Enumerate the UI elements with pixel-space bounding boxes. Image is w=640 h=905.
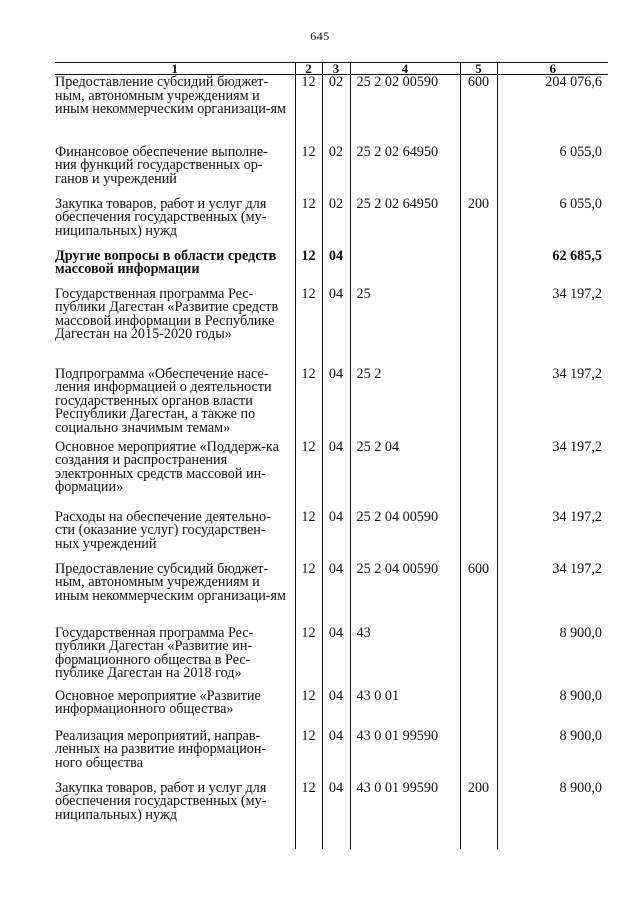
table-row: [55, 249, 608, 287]
target-code: 43 0 01 99590: [350, 729, 460, 781]
table-row: [55, 781, 608, 831]
section-code: 12: [295, 689, 322, 729]
target-code: 25 2 04 00590: [350, 510, 460, 562]
item-name: Расходы на обеспечение деятельно-сти (оказание услуг) государствен-ных учреждений: [55, 508, 271, 552]
expense-type: 200: [460, 781, 497, 831]
item-name: Государственная программа Рес-публики Дагестан «Развитие средств массовой информации в Республике Дагестан на 2015-2020 годы»: [55, 285, 279, 343]
expense-type: 200: [460, 197, 497, 249]
item-name: Подпрограмма «Обеспечение насе-ления информацией о деятельности государственных органов власти Республики Дагестан, а также по социально значимым темам»: [55, 365, 272, 436]
section-code: 12: [295, 287, 322, 367]
subsection-code: 04: [322, 440, 350, 510]
amount: 8 900,0: [497, 729, 608, 781]
item-name: Основное мероприятие «Поддерж-ка создания и распространения электронных средств массовой ин-формации»: [55, 438, 279, 496]
table-row: [55, 626, 608, 689]
amount: 8 900,0: [497, 626, 608, 689]
expense-type: [460, 626, 497, 689]
subsection-code: 02: [322, 75, 350, 145]
section-code: 12: [295, 197, 322, 249]
item-name: Реализация мероприятий, направ-ленных на развитие информацион-ного общества: [55, 727, 267, 771]
subsection-code: 04: [322, 626, 350, 689]
expense-type: [460, 367, 497, 440]
section-code: 12: [295, 729, 322, 781]
amount: 34 197,2: [497, 562, 608, 626]
section-code: 12: [295, 145, 322, 197]
target-code: 25 2 02 64950: [350, 197, 460, 249]
table-row: [55, 75, 608, 145]
subsection-code: 02: [322, 197, 350, 249]
item-name: Государственная программа Рес-публики Дагестан «Развитие ин-формационного общества в Рес-публике Дагестан на 2018 год»: [55, 624, 254, 682]
section-code: 12: [295, 75, 322, 145]
amount: 6 055,0: [497, 145, 608, 197]
target-code: 43: [350, 626, 460, 689]
target-code: [350, 249, 460, 287]
section-code: 12: [295, 367, 322, 440]
item-name: Закупка товаров, работ и услуг для обеспечения государственных (му-ниципальных) нужд: [55, 779, 267, 823]
item-name: Закупка товаров, работ и услуг для обеспечения государственных (му-ниципальных) нужд: [55, 195, 267, 239]
header-col-3: 3: [322, 63, 350, 75]
target-code: 25 2: [350, 367, 460, 440]
item-name: Другие вопросы в области средств массовой информации: [55, 247, 277, 278]
header-col-4: 4: [350, 63, 460, 75]
expense-type: [460, 440, 497, 510]
table-row: [55, 287, 608, 367]
expense-type: [460, 249, 497, 287]
section-code: 12: [295, 781, 322, 831]
expense-type: [460, 287, 497, 367]
table-row: [55, 145, 608, 197]
section-code: 12: [295, 440, 322, 510]
header-col-6: 6: [497, 63, 608, 75]
item-name: Предоставление субсидий бюджет-ным, автономным учреждениям и иным некоммерческим организаци-ям: [55, 74, 287, 118]
expense-type: 600: [460, 75, 497, 145]
subsection-code: 04: [322, 287, 350, 367]
item-name: Основное мероприятие «Развитие информационного общества»: [55, 687, 261, 718]
header-col-5: 5: [460, 63, 497, 75]
target-code: 25: [350, 287, 460, 367]
target-code: 25 2 02 64950: [350, 145, 460, 197]
subsection-code: 04: [322, 729, 350, 781]
budget-table: [55, 62, 608, 849]
table-row: [55, 729, 608, 781]
header-row: [55, 63, 608, 75]
target-code: 43 0 01: [350, 689, 460, 729]
table-row: [55, 510, 608, 562]
expense-type: [460, 689, 497, 729]
section-code: 12: [295, 510, 322, 562]
section-code: 12: [295, 249, 322, 287]
table-row: [55, 689, 608, 729]
amount: 8 900,0: [497, 689, 608, 729]
item-name: Предоставление субсидий бюджет-ным, автономным учреждениям и иным некоммерческим организаци-ям: [55, 560, 287, 604]
expense-type: 600: [460, 562, 497, 626]
subsection-code: 04: [322, 562, 350, 626]
subsection-code: 04: [322, 510, 350, 562]
table-row: [55, 367, 608, 440]
target-code: 25 2 04 00590: [350, 562, 460, 626]
subsection-code: 02: [322, 145, 350, 197]
subsection-code: 04: [322, 249, 350, 287]
subsection-code: 04: [322, 367, 350, 440]
table-tail: [55, 831, 608, 849]
amount: 34 197,2: [497, 510, 608, 562]
amount: 8 900,0: [497, 781, 608, 831]
item-name: Финансовое обеспечение выполне-ния функций государственных ор-ганов и учреждений: [55, 143, 268, 187]
target-code: 25 2 02 00590: [350, 75, 460, 145]
header-col-1: 1: [55, 63, 295, 75]
amount: 34 197,2: [497, 287, 608, 367]
expense-type: [460, 729, 497, 781]
subsection-code: 04: [322, 689, 350, 729]
table-row: [55, 197, 608, 249]
subsection-code: 04: [322, 781, 350, 831]
page-number: 645: [310, 29, 330, 43]
section-code: 12: [295, 562, 322, 626]
table-row: [55, 440, 608, 510]
amount: 204 076,6: [497, 75, 608, 145]
amount: 34 197,2: [497, 440, 608, 510]
amount: 34 197,2: [497, 367, 608, 440]
header-col-2: 2: [295, 63, 322, 75]
section-code: 12: [295, 626, 322, 689]
amount: 6 055,0: [497, 197, 608, 249]
target-code: 25 2 04: [350, 440, 460, 510]
target-code: 43 0 01 99590: [350, 781, 460, 831]
table-row: [55, 562, 608, 626]
expense-type: [460, 145, 497, 197]
amount: 62 685,5: [497, 249, 608, 287]
expense-type: [460, 510, 497, 562]
